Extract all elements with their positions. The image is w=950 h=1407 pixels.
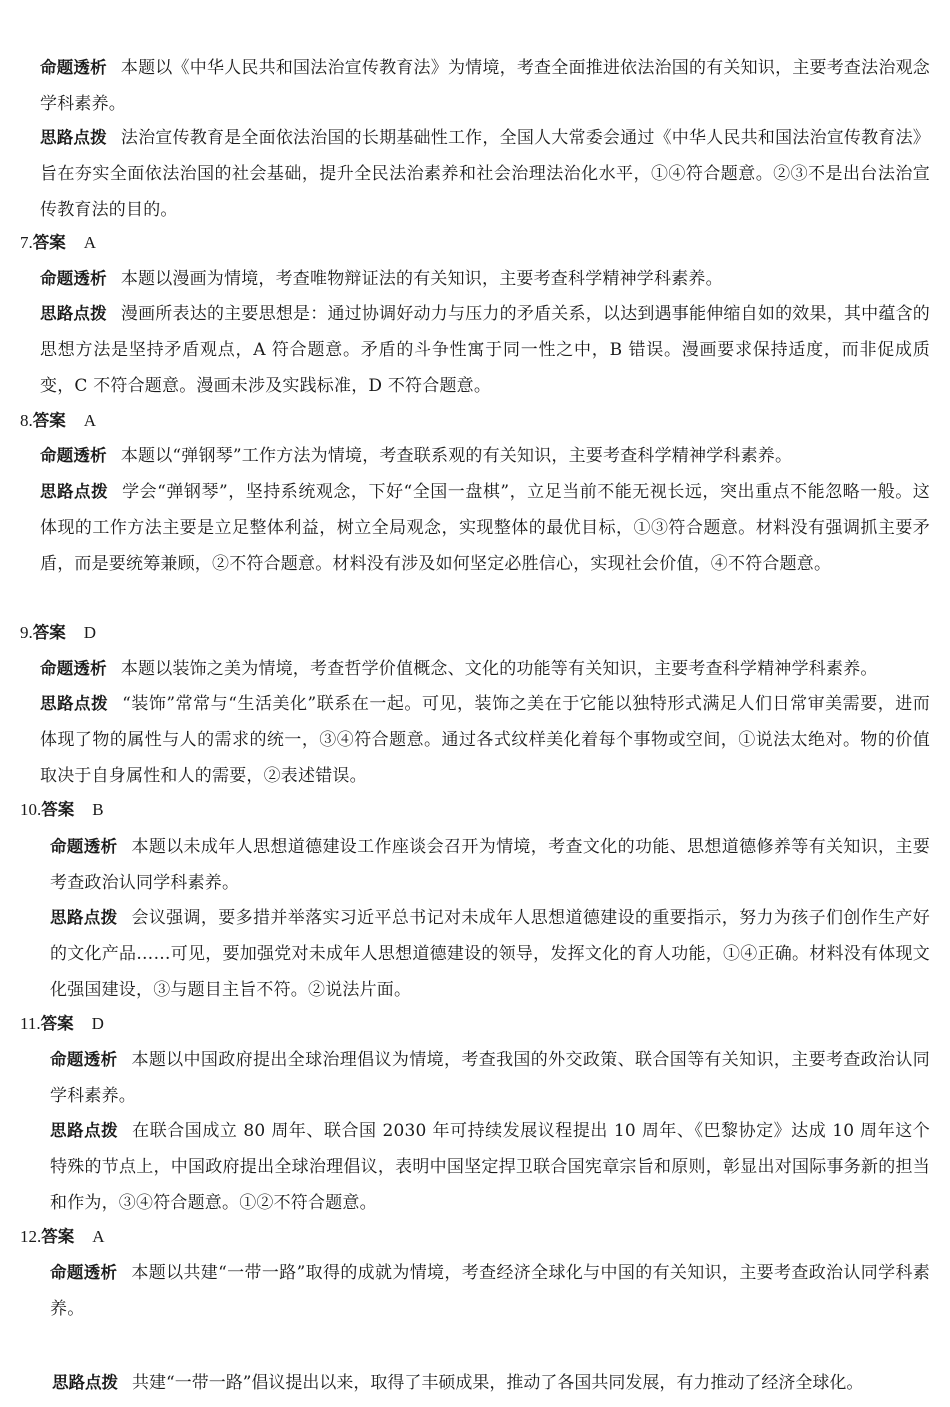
q11-analysis [50,1042,930,1114]
q6-analysis-text: 本题以《中华人民共和国法治宣传教育法》为情境，考查全面推进依法治国的有关知识，主要考查法治观念学科素养。 [40,58,930,114]
q12-hint [52,1365,863,1401]
q8-answer: A [83,411,97,430]
q6-hint [40,120,930,228]
q10-analysis-text: 本题以未成年人思想道德建设工作座谈会召开为情境，考查文化的功能、思想道德修养等有关知识，主要考查政治认同学科素养。 [50,837,930,893]
hint-label: 思路点拨 [50,1121,119,1140]
q10-answer-line [20,792,104,828]
q12-analysis-text: 本题以共建“一带一路”取得的成就为情境，考查经济全球化与中国的有关知识，主要考查政治认同学科素养。 [50,1263,930,1319]
q11-number: 11. [20,1014,41,1033]
answer-label: 答案 [32,233,66,252]
q12-answer: A [92,1227,105,1246]
hint-label: 思路点拨 [40,128,107,147]
q9-hint [40,686,930,794]
q8-analysis [40,438,930,474]
q8-analysis-text: 本题以“弹钢琴”工作方法为情境，考查联系观的有关知识，主要考查科学精神学科素养。 [120,446,793,466]
q11-analysis-text: 本题以中国政府提出全球治理倡议为情境，考查我国的外交政策、联合国等有关知识，主要考查政治认同学科素养。 [50,1050,930,1106]
analysis-label: 命题透析 [50,1050,118,1069]
q9-answer-line [20,615,96,651]
q8-number: 8. [20,411,33,430]
answer-label: 答案 [32,623,66,642]
q11-answer: D [91,1014,104,1033]
q10-number: 10. [20,800,42,819]
analysis-label: 命题透析 [50,1263,118,1282]
q11-hint-text: 在联合国成立 80 周年、联合国 2030 年可持续发展议程提出 10 周年、《巴黎协定》达成 10 周年这个特殊的节点上，中国政府提出全球治理倡议，表明中国坚定捍卫联合国宪章宗旨和原则，彰显出对国际事务新的担当和作为，③④符合题意。①②不符合题意。 [50,1121,930,1213]
answer-label: 答案 [41,800,75,819]
q7-answer-line [20,225,96,261]
hint-label: 思路点拨 [40,304,107,323]
q12-answer-line [20,1219,105,1255]
q10-hint [50,900,930,1008]
q9-analysis [40,651,930,687]
q8-hint [40,474,930,582]
q6-analysis [40,50,930,122]
q9-answer: D [83,623,97,642]
q12-hint-cutoff [52,1373,928,1395]
hint-label: 思路点拨 [50,908,118,927]
q7-answer: A [83,233,97,252]
q7-hint [40,296,930,404]
q10-answer: B [92,800,104,819]
q8-hint-text: 学会“弹钢琴”，坚持系统观念，下好“全国一盘棋”，立足当前不能无视长远，突出重点不能忽略一般。这体现的工作方法主要是立足整体利益，树立全局观念，实现整体的最优目标，①③符合题意。材料没有强调抓主要矛盾，而是要统筹兼顾，②不符合题意。材料没有涉及如何坚定必胜信心，实现社会价值，④不符合题意。 [40,482,930,574]
answer-label: 答案 [41,1227,75,1246]
q11-answer-line [20,1006,104,1042]
q9-analysis-text: 本题以装饰之美为情境，考查哲学价值概念、文化的功能等有关知识，主要考查科学精神学科素养。 [120,659,878,679]
hint-label: 思路点拨 [52,1373,118,1392]
analysis-label: 命题透析 [40,58,107,77]
analysis-label: 命题透析 [50,837,118,856]
q11-hint [50,1113,930,1221]
q10-hint-text: 会议强调，要多措并举落实习近平总书记对未成年人思想道德建设的重要指示，努力为孩子们创作生产好的文化产品……可见，要加强党对未成年人思想道德建设的领导，发挥文化的育人功能，①④正确。材料没有体现文化强国建设，③与题目主旨不符。②说法片面。 [50,908,930,1000]
q8-answer-line [20,403,96,439]
answer-label: 答案 [40,1014,74,1033]
q9-hint-text: “装饰”常常与“生活美化”联系在一起。可见，装饰之美在于它能以独特形式满足人们日常审美需要，进而体现了物的属性与人的需求的统一，③④符合题意。通过各式纹样美化着每个事物或空间，①说法太绝对。物的价值取决于自身属性和人的需要，②表述错误。 [40,694,930,786]
hint-label: 思路点拨 [40,694,109,713]
analysis-label: 命题透析 [40,446,107,465]
q12-analysis [50,1255,930,1327]
answer-label: 答案 [32,411,66,430]
analysis-label: 命题透析 [40,269,107,288]
hint-label: 思路点拨 [40,482,109,501]
q7-analysis-text: 本题以漫画为情境，考查唯物辩证法的有关知识，主要考查科学精神学科素养。 [120,269,723,289]
q7-analysis [40,261,930,297]
q12-number: 12. [20,1227,42,1246]
q6-hint-text: 法治宣传教育是全面依法治国的长期基础性工作，全国人大常委会通过《中华人民共和国法治宣传教育法》旨在夯实全面依法治国的社会基础，提升全民法治素养和社会治理法治化水平，①④符合题意。②③不是出台法治宣传教育法的目的。 [40,128,930,220]
q10-analysis [50,829,930,901]
q7-hint-text: 漫画所表达的主要思想是：通过协调好动力与压力的矛盾关系，以达到遇事能伸缩自如的效果，其中蕴含的思想方法是坚持矛盾观点，A 符合题意。矛盾的斗争性寓于同一性之中，B 错误。漫画要求保持适度，而非促成质变，C 不符合题意。漫画未涉及实践标准，D 不符合题意。 [40,304,930,396]
q7-number: 7. [20,233,33,252]
q12-hint-text: 共建“一带一路”倡议提出以来，取得了丰硕成果，推动了各国共同发展，有力推动了经济全球化。 [132,1373,864,1393]
analysis-label: 命题透析 [40,659,107,678]
q9-number: 9. [20,623,33,642]
